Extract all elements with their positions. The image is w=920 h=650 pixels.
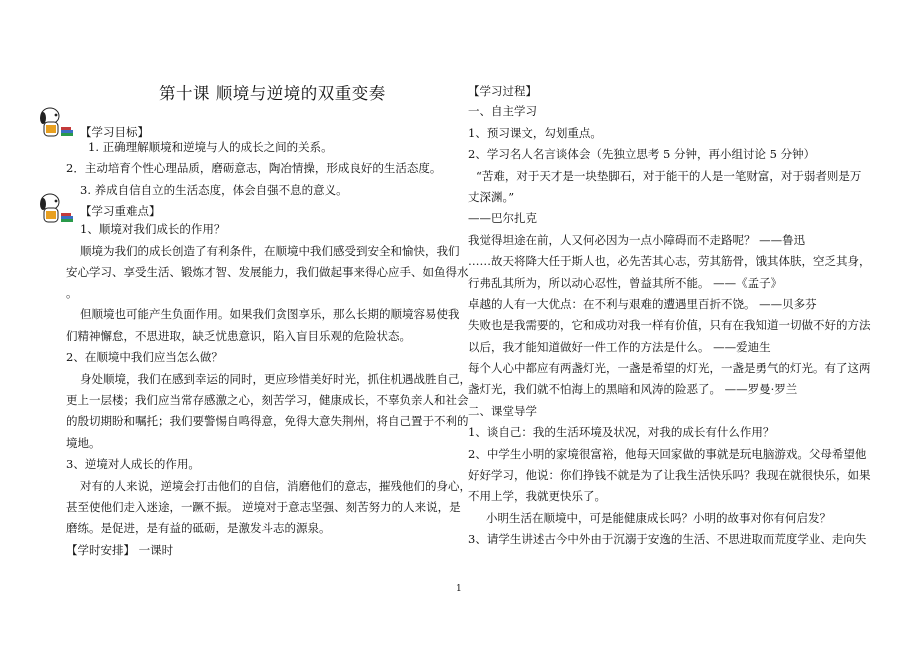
list-item: 3、请学生讲述古今中外由于沉溺于安逸的生活、不思进取而荒度学业、走向失 xyxy=(468,532,867,546)
question-1: 1、顺境对我们成长的作用？ xyxy=(80,222,226,236)
quote-line: 我觉得坦途在前，人又何必因为一点小障碍而不走路呢？ ——鲁迅 xyxy=(468,233,806,247)
paragraph-line: 甚至使他们走入迷途，一蹶不振。 逆境对于意志坚强、刻苦努力的人来说，是 xyxy=(66,500,461,514)
question-3: 3、逆境对人成长的作用。 xyxy=(66,457,200,471)
key-points-heading: 【学习重难点】 xyxy=(80,204,161,218)
process-heading: 【学习过程】 xyxy=(468,84,537,98)
section-heading: 一、自主学习 xyxy=(468,104,537,118)
snoopy-reading-icon xyxy=(34,106,78,140)
paragraph-line: 2、中学生小明的家境很富裕，他每天回家做的事就是玩电脑游戏。父母希望他 xyxy=(468,447,867,461)
page-number: 1 xyxy=(456,584,462,594)
question-2: 2、在顺境中我们应当怎么做？ xyxy=(66,350,223,364)
paragraph-line: 。 xyxy=(66,286,78,300)
paragraph-line: 们精神懈怠，不思进取，缺乏忧患意识，陷入盲目乐观的危险状态。 xyxy=(66,329,411,343)
quote-line: “苦难，对于天才是一块垫脚石，对于能干的人是一笔财富，对于弱者则是万 xyxy=(476,169,862,183)
paragraph-line: 对有的人来说，逆境会打击他们的自信，消磨他们的意志，摧残他们的身心， xyxy=(80,479,471,493)
list-item: 1、预习课文，勾划重点。 xyxy=(468,126,602,140)
quote-author: ——巴尔扎克 xyxy=(468,211,537,225)
paragraph-line: 但顺境也可能产生负面作用。如果我们贪图享乐，那么长期的顺境容易使我 xyxy=(80,307,460,321)
paragraph-line: 安心学习、享受生活、锻炼才智、发展能力，我们做起事来得心应手、如鱼得水 xyxy=(66,265,469,279)
quote-line: 行弗乱其所为，所以动心忍性，曾益其所不能。 ——《孟子》 xyxy=(468,276,783,290)
quote-line: 丈深渊。” xyxy=(468,190,515,204)
paragraph-line: 不用上学，我就更快乐了。 xyxy=(468,489,606,503)
goal-item: 1. 正确理解顺境和逆境与人的成长之间的关系。 xyxy=(88,140,333,154)
quote-line: 卓越的人有一大优点：在不利与艰难的遭遇里百折不饶。 ——贝多芬 xyxy=(468,297,817,311)
list-item: 2、学习名人名言谈体会（先独立思考 5 分钟，再小组讨论 5 分钟） xyxy=(468,147,816,161)
paragraph-line: 更上一层楼；我们应当常存感激之心，刻苦学习，健康成长，不辜负亲人和社会 xyxy=(66,393,469,407)
goal-item: 2．主动培育个性心理品质，磨砺意志，陶冶情操，形成良好的生活态度。 xyxy=(66,161,442,175)
paragraph-line: 身处顺境，我们在感到幸运的同时，更应珍惜美好时光，抓住机遇战胜自己， xyxy=(80,372,471,386)
quote-line: 每个人心中都应有两盏灯光，一盏是希望的灯光，一盏是勇气的灯光。有了这两 xyxy=(468,361,871,375)
paragraph-line: 好好学习，他说：你们挣钱不就是为了让我生活快乐吗？我现在就很快乐，如果 xyxy=(468,468,871,482)
section-heading: 二、课堂导学 xyxy=(468,404,537,418)
list-item: 1、谈自己：我的生活环境及状况，对我的成长有什么作用？ xyxy=(468,425,775,439)
paragraph-line: 境地。 xyxy=(66,436,101,450)
schedule-line: 【学时安排】 一课时 xyxy=(66,543,174,557)
goals-heading: 【学习目标】 xyxy=(80,125,149,139)
paragraph-line: 顺境为我们的成长创造了有利条件，在顺境中我们感受到安全和愉快，我们 xyxy=(80,244,460,258)
quote-line: 失败也是我需要的，它和成功对我一样有价值，只有在我知道一切做不好的方法 xyxy=(468,318,871,332)
snoopy-reading-icon-2 xyxy=(34,192,78,226)
page-title: 第十课 顺境与逆境的双重变奏 xyxy=(159,84,386,103)
paragraph-line: 小明生活在顺境中，可是能健康成长吗？小明的故事对你有何启发？ xyxy=(486,511,831,525)
goal-item: 3. 养成自信自立的生活态度，体会自强不息的意义。 xyxy=(80,183,348,197)
quote-line: 以后，我才能知道做好一件工作的方法是什么。 ——爱迪生 xyxy=(468,340,771,354)
quote-line: ……故天将降大任于斯人也，必先苦其心志，劳其筋骨，饿其体肤，空乏其身， xyxy=(468,254,871,268)
quote-line: 盏灯光，我们就不怕海上的黑暗和风涛的险恶了。 ——罗曼·罗兰 xyxy=(468,382,798,396)
paragraph-line: 的殷切期盼和嘱托；我们要警惕自鸣得意，免得大意失荆州，将自己置于不利的 xyxy=(66,414,469,428)
paragraph-line: 磨练。是促进，是有益的砥砺，是激发斗志的源泉。 xyxy=(66,521,331,535)
